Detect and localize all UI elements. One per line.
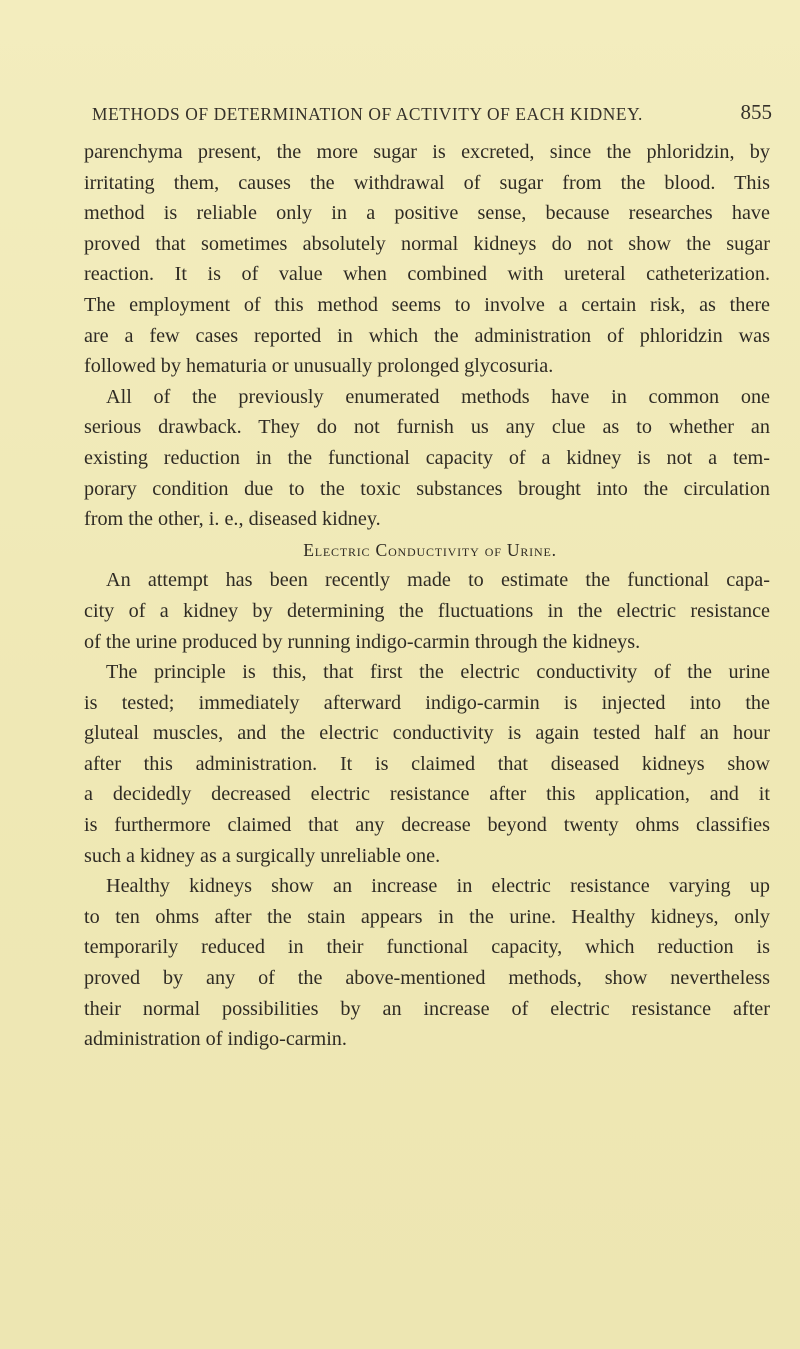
text-line: Healthy kidneys show an increase in electric resistance varying up [106,875,770,898]
text-line: porary condition due to the toxic substances brought into the circulation [84,477,770,500]
text-line: are a few cases reported in which the administration of phloridzin was [84,324,770,347]
paragraph [84,565,770,657]
text-line: a decidedly decreased electric resistance after this application, and it [84,783,770,806]
text-line: to ten ohms after the stain appears in the urine. Healthy kidneys, only [84,905,770,928]
text-line: administration of indigo-carmin. [84,1028,347,1051]
text-line: serious drawback. They do not furnish us any clue as to whether an [84,416,770,439]
text-line: An attempt has been recently made to estimate the functional capa- [106,569,770,592]
text-line: after this administration. It is claimed that diseased kidneys show [84,752,770,775]
paragraph [84,871,770,1055]
text-line: of the urine produced by running indigo-carmin through the kidneys. [84,630,641,653]
text-line: The employment of this method seems to involve a certain risk, as there [84,293,770,316]
text-line: followed by hematuria or unusually prolonged glycosuria. [84,355,554,378]
text-line: proved by any of the above-mentioned methods, show nevertheless [84,967,770,990]
text-line: city of a kidney by determining the fluctuations in the electric resistance [84,599,770,622]
text-line: their normal possibilities by an increase of electric resistance after [84,997,770,1020]
text-line: from the other, i. e., diseased kidney. [84,508,381,531]
body-text [84,137,770,1055]
text-line: is tested; immediately afterward indigo-carmin is injected into the [84,691,770,714]
text-line: gluteal muscles, and the electric conductivity is again tested half an hour [84,722,770,745]
text-line: All of the previously enumerated methods have in common one [106,385,770,408]
text-line: method is reliable only in a positive sense, because researches have [84,202,770,225]
page-number: 855 [740,100,772,124]
text-line: reaction. It is of value when combined with ureteral catheterization. [84,263,770,286]
text-line: temporarily reduced in their functional capacity, which reduction is [84,936,770,959]
text-line: irritating them, causes the withdrawal of sugar from the blood. This [84,171,770,194]
text-line: such a kidney as a surgically unreliable one. [84,844,441,867]
text-line: The principle is this, that first the electric conductivity of the urine [106,661,770,684]
section-heading: Electric Conductivity of Urine. [303,539,557,560]
paragraph [84,382,770,535]
running-head [92,100,772,130]
running-head-title: METHODS OF DETERMINATION OF ACTIVITY OF EACH KIDNEY. [92,104,643,124]
paragraph [84,657,770,871]
text-line: existing reduction in the functional capacity of a kidney is not a tem- [84,446,770,469]
text-line: parenchyma present, the more sugar is excreted, since the phloridzin, by [84,141,770,163]
paragraph [84,137,770,382]
text-line: proved that sometimes absolutely normal kidneys do not show the sugar [84,232,770,255]
text-line: is furthermore claimed that any decrease beyond twenty ohms classifies [84,814,770,837]
